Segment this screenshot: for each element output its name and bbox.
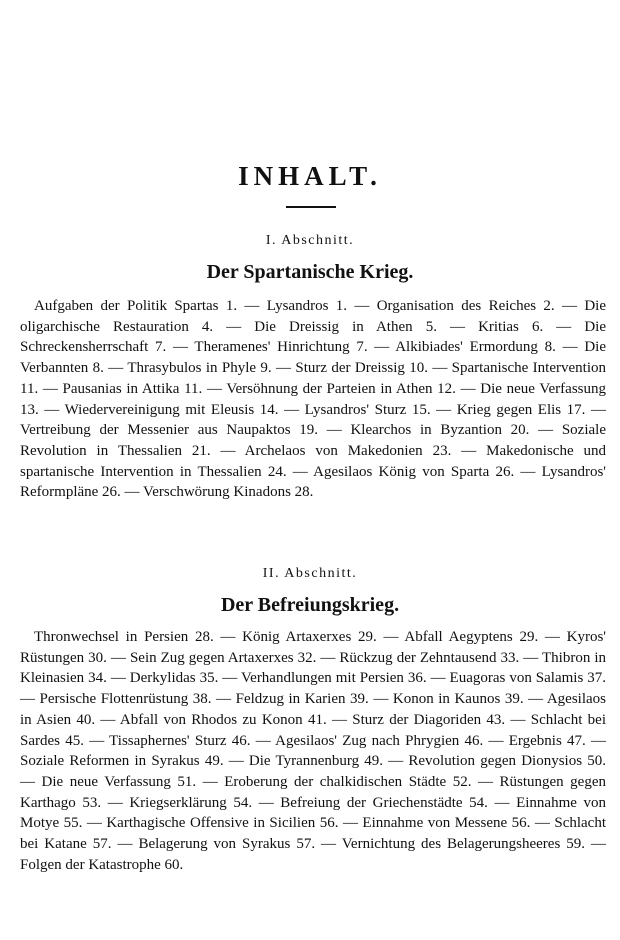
- section-1-label: I. Abschnitt.: [265, 233, 355, 248]
- section-1-heading: Der Spartanische Krieg.: [206, 261, 414, 283]
- section-2-heading: Der Befreiungskrieg.: [220, 594, 400, 616]
- section-2-label: II. Abschnitt.: [262, 566, 358, 581]
- section-1-contents: Aufgaben der Politik Spartas 1. — Lysandros 1. — Organisation des Reiches 2. — Die oligarchische Restauration 4. — Die Dreissig in Athen 5. — Kritias 6. — Die Schreckensherrschaft 7. — Theramenes' Hinrichtung 7. — Alkibiades' Ermordung 8. — Die Verbannten 8. — Thrasybulos in Phyle 9. — Sturz der Dreissig 10. — Spartanische Intervention 11. — Pausanias in Attika 11. — Versöhnung der Parteien in Athen 12. — Die neue Verfassung 13. — Wiedervereinigung mit Eleusis 14. — Lysandros' Sturz 15. — Krieg gegen Elis 17. — Vertreibung der Messenier aus Naupaktos 19. — Klearchos in Byzantion 20. — Soziale Revolution in Thessalien 21. — Archelaos von Makedonien 23. — Makedonische und spartanische Intervention in Thessalien 24. — Agesilaos König von Sparta 26. — Lysandros' Reformpläne 26. — Verschwörung Kinadons 28.: [20, 298, 606, 501]
- page-title: INHALT.: [238, 161, 382, 191]
- title-divider: [286, 206, 336, 208]
- section-2-contents: Thronwechsel in Persien 28. — König Artaxerxes 29. — Abfall Aegyptens 29. — Kyros' Rüstungen 30. — Sein Zug gegen Artaxerxes 32. — Rückzug der Zehntausend 33. — Thibron in Kleinasien 34. — Derkylidas 35. — Verhandlungen mit Persien 36. — Euagoras von Salamis 37. — Persische Flottenrüstung 38. — Feldzug in Karien 39. — Konon in Kaunos 39. — Agesilaos in Asien 40. — Abfall von Rhodos zu Konon 41. — Sturz der Diagoriden 43. — Schlacht bei Sardes 45. — Tissaphernes' Sturz 46. — Agesilaos' Zug nach Phrygien 46. — Ergebnis 47. — Soziale Reformen in Syrakus 49. — Die Tyrannenburg 49. — Revolution gegen Dionysios 50. — Die neue Verfassung 51. — Eroberung der chalkidischen Städte 52. — Rüstungen gegen Karthago 53. — Kriegserklärung 54. — Befreiung der Griechenstädte 54. — Einnahme von Motye 55. — Karthagische Offensive in Sicilien 56. — Einnahme von Messene 56. — Schlacht bei Katane 57. — Belagerung von Syrakus 57. — Vernichtung des Belagerungsheeres 59. — Folgen der Katastrophe 60.: [20, 629, 606, 873]
